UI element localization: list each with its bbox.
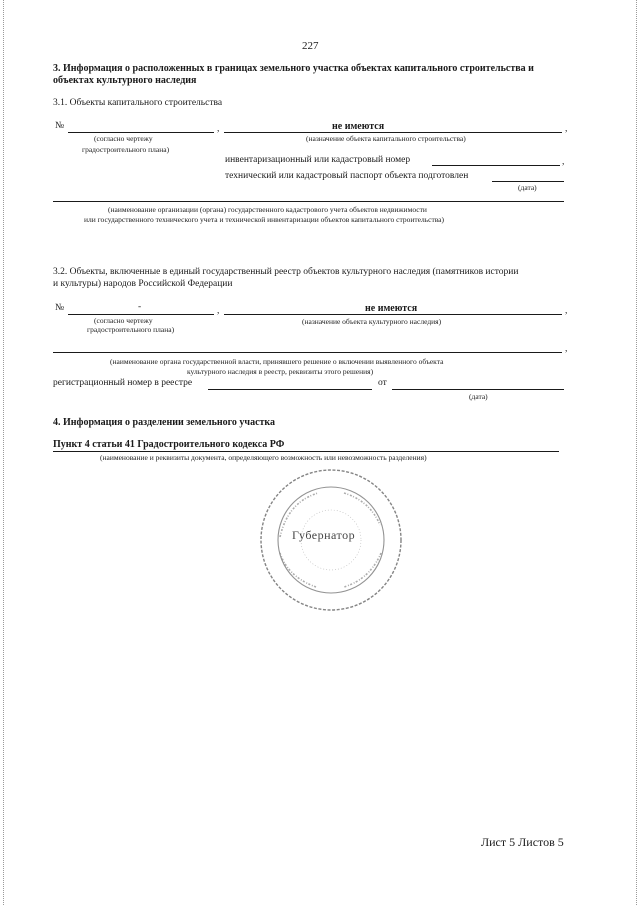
sub32-date-line [392, 389, 564, 390]
sub31-passport-date-line [492, 181, 564, 182]
sub32-comma-end: , [565, 306, 568, 316]
subsection32-title-2: и культуры) народов Российской Федерации [53, 279, 233, 289]
sheet-footer: Лист 5 Листов 5 [481, 835, 564, 849]
sub32-comma: , [217, 306, 220, 316]
sub31-number-label: № [55, 121, 65, 131]
sub31-passport-label: технический или кадастровый паспорт объекта подготовлен [225, 171, 469, 181]
sub32-caption-purpose: (назначение объекта культурного наследия) [302, 317, 442, 326]
sub31-caption-purpose: (назначение объекта капитального строительства) [306, 134, 466, 143]
sub31-date-caption: (дата) [518, 183, 537, 192]
sub32-number-line [68, 314, 214, 315]
sub31-inventory-comma: , [562, 157, 565, 167]
sub32-value: не имеются [365, 303, 418, 314]
seal-center-text: Губернатор [292, 528, 356, 542]
section3-heading-line1: 3. Информация о расположенных в границах земельного участка объектах капитального строительства и [53, 63, 534, 74]
sub31-comma-end: , [565, 124, 568, 134]
sub32-purpose-line [224, 314, 562, 315]
sub31-number-line [68, 132, 214, 133]
sub32-reg-line [208, 389, 372, 390]
sub32-reg-label: регистрационный номер в реестре [53, 378, 193, 388]
sub31-comma: , [217, 124, 220, 134]
sub32-number-label: № [55, 303, 65, 313]
page-number: 227 [302, 40, 319, 52]
sub31-value: не имеются [332, 121, 385, 132]
subsection31-title: 3.1. Объекты капитального строительства [53, 98, 223, 108]
sub31-caption-drawing-1: (согласно чертежу [94, 134, 153, 143]
subsection32-title-1: 3.2. Объекты, включенные в единый государственный реестр объектов культурного наследия (памятников истории [53, 267, 519, 277]
section3-heading-line2: объектах культурного наследия [53, 75, 197, 86]
sub31-inventory-line [432, 165, 560, 166]
sub32-authority-caption-1: (наименование органа государственной власти, принявшего решение о включении выявленного объекта [110, 357, 444, 366]
sub31-caption-drawing-2: градостроительного плана) [82, 145, 170, 154]
section4-heading: 4. Информация о разделении земельного участка [53, 417, 276, 428]
sub31-org-line [53, 201, 564, 202]
sub32-date-caption: (дата) [469, 392, 488, 401]
section4-value: Пункт 4 статьи 41 Градостроительного кодекса РФ [53, 439, 285, 450]
sub31-org-caption-1: (наименование организации (органа) государственного кадастрового учета объектов недвижимости [108, 205, 427, 214]
sub31-inventory-label: инвентаризационный или кадастровый номер [225, 155, 411, 165]
sub32-authority-line [53, 352, 562, 353]
section4-line [53, 451, 559, 452]
sub31-purpose-line [224, 132, 562, 133]
sub32-number-value: - [138, 302, 142, 312]
sub32-authority-caption-2: культурного наследия в реестр, реквизиты этого решения) [187, 367, 374, 376]
sub32-caption-drawing-1: (согласно чертежу [94, 316, 153, 325]
right-scan-edge [634, 0, 637, 905]
sub32-from-label: от [378, 378, 387, 388]
section4-caption: (наименование и реквизиты документа, определяющего возможность или невозможность разделения) [100, 453, 427, 462]
sub32-caption-drawing-2: градостроительного плана) [87, 325, 175, 334]
sub32-authority-comma: , [565, 344, 568, 354]
sub31-org-caption-2: или государственного технического учета и технической инвентаризации объектов капитального строительства) [84, 215, 445, 224]
left-scan-edge [3, 0, 6, 905]
